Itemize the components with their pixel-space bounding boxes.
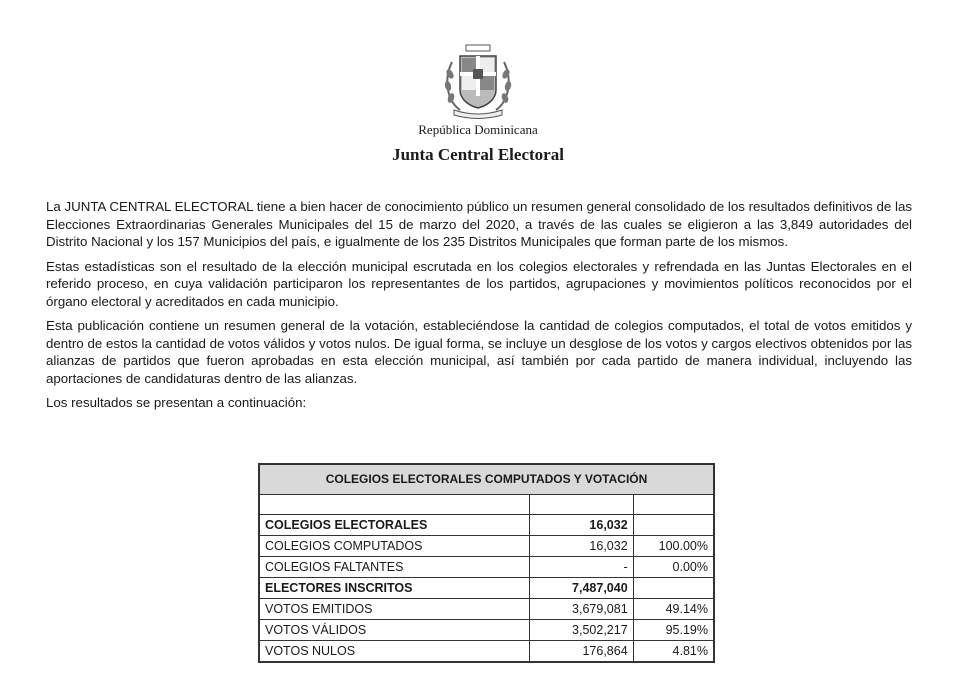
row-label: COLEGIOS FALTANTES	[259, 556, 530, 577]
row-percent: 49.14%	[633, 598, 714, 619]
paragraph: La JUNTA CENTRAL ELECTORAL tiene a bien hacer de conocimiento público un resumen general consolidado de los resultados definitivos de las Elecciones Extraordinarias Generales Municipales del 15 de marzo del 2020, a través de las cuales se eligieron a las 3,849 autoridades del Distrito Nacional y los 157 Municipios del país, e igualmente de los 235 Distritos Municipales que forman parte de los mismos.	[46, 199, 912, 249]
row-label: VOTOS VÁLIDOS	[259, 619, 530, 640]
row-percent: 100.00%	[633, 535, 714, 556]
table-row	[259, 577, 714, 598]
table-row	[259, 556, 714, 577]
table-title: COLEGIOS ELECTORALES COMPUTADOS Y VOTACIÓN	[259, 464, 714, 494]
coat-of-arms-seal	[438, 40, 518, 120]
row-value: 176,864	[530, 640, 634, 662]
paragraph: Esta publicación contiene un resumen general de la votación, estableciéndose la cantidad de colegios computados, el total de votos emitidos y dentro de estos la cantidad de votos válidos y votos nulos. De igual forma, se incluye un desglose de los votos y cargos electivos obtenidos por las alianzas de partidos que fueron aprobadas en esta elección municipal, así también por cada partido de manera individual, incluyendo las aportaciones de candidaturas dentro de las alianzas.	[46, 318, 912, 386]
row-label: VOTOS EMITIDOS	[259, 598, 530, 619]
paragraph: Estas estadísticas son el resultado de la elección municipal escrutada en los colegios electorales y refrendada en las Juntas Electorales en el referido proceso, en cuya validación participaron los representantes de los partidos, agrupaciones y movimientos políticos reconocidos por el órgano electoral y acreditados en cada municipio.	[46, 258, 912, 309]
row-value: 3,679,081	[530, 598, 634, 619]
row-percent	[633, 514, 714, 535]
institution-name: Junta Central Electoral	[392, 145, 564, 164]
row-label: ELECTORES INSCRITOS	[259, 577, 530, 598]
row-percent: 0.00%	[633, 556, 714, 577]
row-value: 16,032	[530, 535, 634, 556]
row-percent: 4.81%	[633, 640, 714, 662]
table-row	[259, 514, 714, 535]
results-table	[258, 463, 715, 663]
table-row	[259, 619, 714, 640]
row-value: -	[530, 556, 634, 577]
row-value: 7,487,040	[530, 577, 634, 598]
row-percent	[633, 577, 714, 598]
row-value: 16,032	[530, 514, 634, 535]
row-label: COLEGIOS COMPUTADOS	[259, 535, 530, 556]
body-text	[46, 198, 912, 419]
row-label: COLEGIOS ELECTORALES	[259, 514, 530, 535]
row-label: VOTOS NULOS	[259, 640, 530, 662]
row-value: 3,502,217	[530, 619, 634, 640]
country-name: República Dominicana	[418, 122, 538, 137]
table-spacer-row	[259, 494, 714, 514]
table-row	[259, 640, 714, 662]
row-percent: 95.19%	[633, 619, 714, 640]
table-row	[259, 598, 714, 619]
table-row	[259, 535, 714, 556]
paragraph: Los resultados se presentan a continuación:	[46, 395, 307, 410]
